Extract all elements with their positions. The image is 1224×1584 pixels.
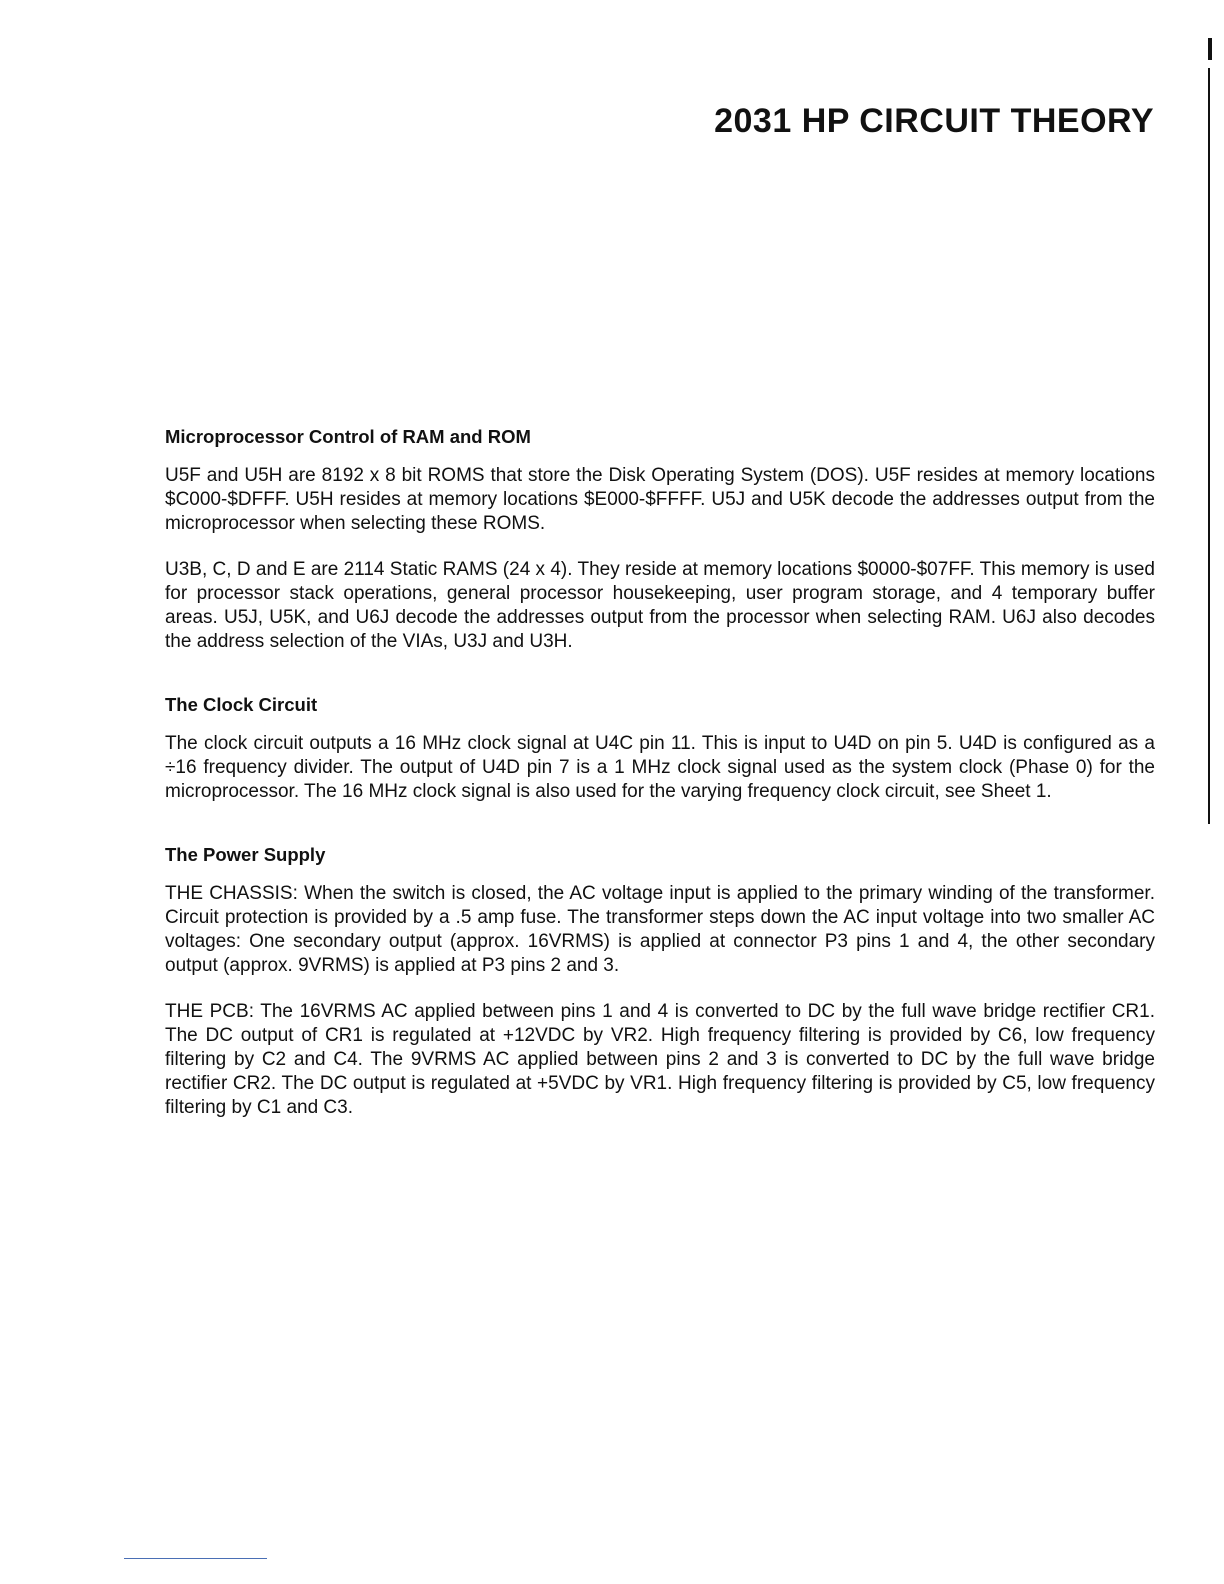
section-clock-circuit xyxy=(165,692,1155,804)
paragraph: U5F and U5H are 8192 x 8 bit ROMS that store the Disk Operating System (DOS). U5F resides at memory locations $C000-$DFFF. U5H resides at memory locations $E000-$FFFF. U5J and U5K decode the addresses output from the microprocessor when selecting these ROMS. xyxy=(165,465,1155,534)
paragraph: THE CHASSIS: When the switch is closed, the AC voltage input is applied to the primary winding of the transformer. Circuit protection is provided by a .5 amp fuse. The transformer steps down the AC input voltage into two smaller AC voltages: One secondary output (approx. 16VRMS) is applied at connector P3 pins 1 and 4, the other secondary output (approx. 9VRMS) is applied at P3 pins 2 and 3. xyxy=(165,883,1155,976)
section-heading: The Clock Circuit xyxy=(165,694,318,715)
binding-edge-line xyxy=(1208,68,1210,824)
binding-edge-mark xyxy=(1208,38,1212,60)
section-ram-rom xyxy=(165,424,1155,654)
paragraph: The clock circuit outputs a 16 MHz clock signal at U4C pin 11. This is input to U4D on pin 5. U4D is configured as a ÷16 frequency divider. The output of U4D pin 7 is a 1 MHz clock signal used as the system clock (Phase 0) for the microprocessor. The 16 MHz clock signal is also used for the varying frequency clock circuit, see Sheet 1. xyxy=(165,733,1155,802)
page-title: 2031 HP CIRCUIT THEORY xyxy=(714,102,1154,140)
document-body xyxy=(165,424,1155,1142)
footer-rule xyxy=(124,1558,267,1559)
paragraph: U3B, C, D and E are 2114 Static RAMS (24 x 4). They reside at memory locations $0000-$07FF. This memory is used for processor stack operations, general processor housekeeping, user program storage, and 4 temporary buffer areas. U5J, U5K, and U6J decode the addresses output from the processor when selecting RAM. U6J also decodes the address selection of the VIAs, U3J and U3H. xyxy=(165,559,1155,652)
section-power-supply xyxy=(165,842,1155,1120)
section-heading: The Power Supply xyxy=(165,844,326,865)
paragraph: THE PCB: The 16VRMS AC applied between pins 1 and 4 is converted to DC by the full wave bridge rectifier CR1. The DC output of CR1 is regulated at +12VDC by VR2. High frequency filtering is provided by C6, low frequency filtering by C2 and C4. The 9VRMS AC applied between pins 2 and 3 is converted to DC by the full wave bridge rectifier CR2. The DC output is regulated at +5VDC by VR1. High frequency filtering is provided by C5, low frequency filtering by C1 and C3. xyxy=(165,1001,1155,1118)
section-heading: Microprocessor Control of RAM and ROM xyxy=(165,426,531,447)
